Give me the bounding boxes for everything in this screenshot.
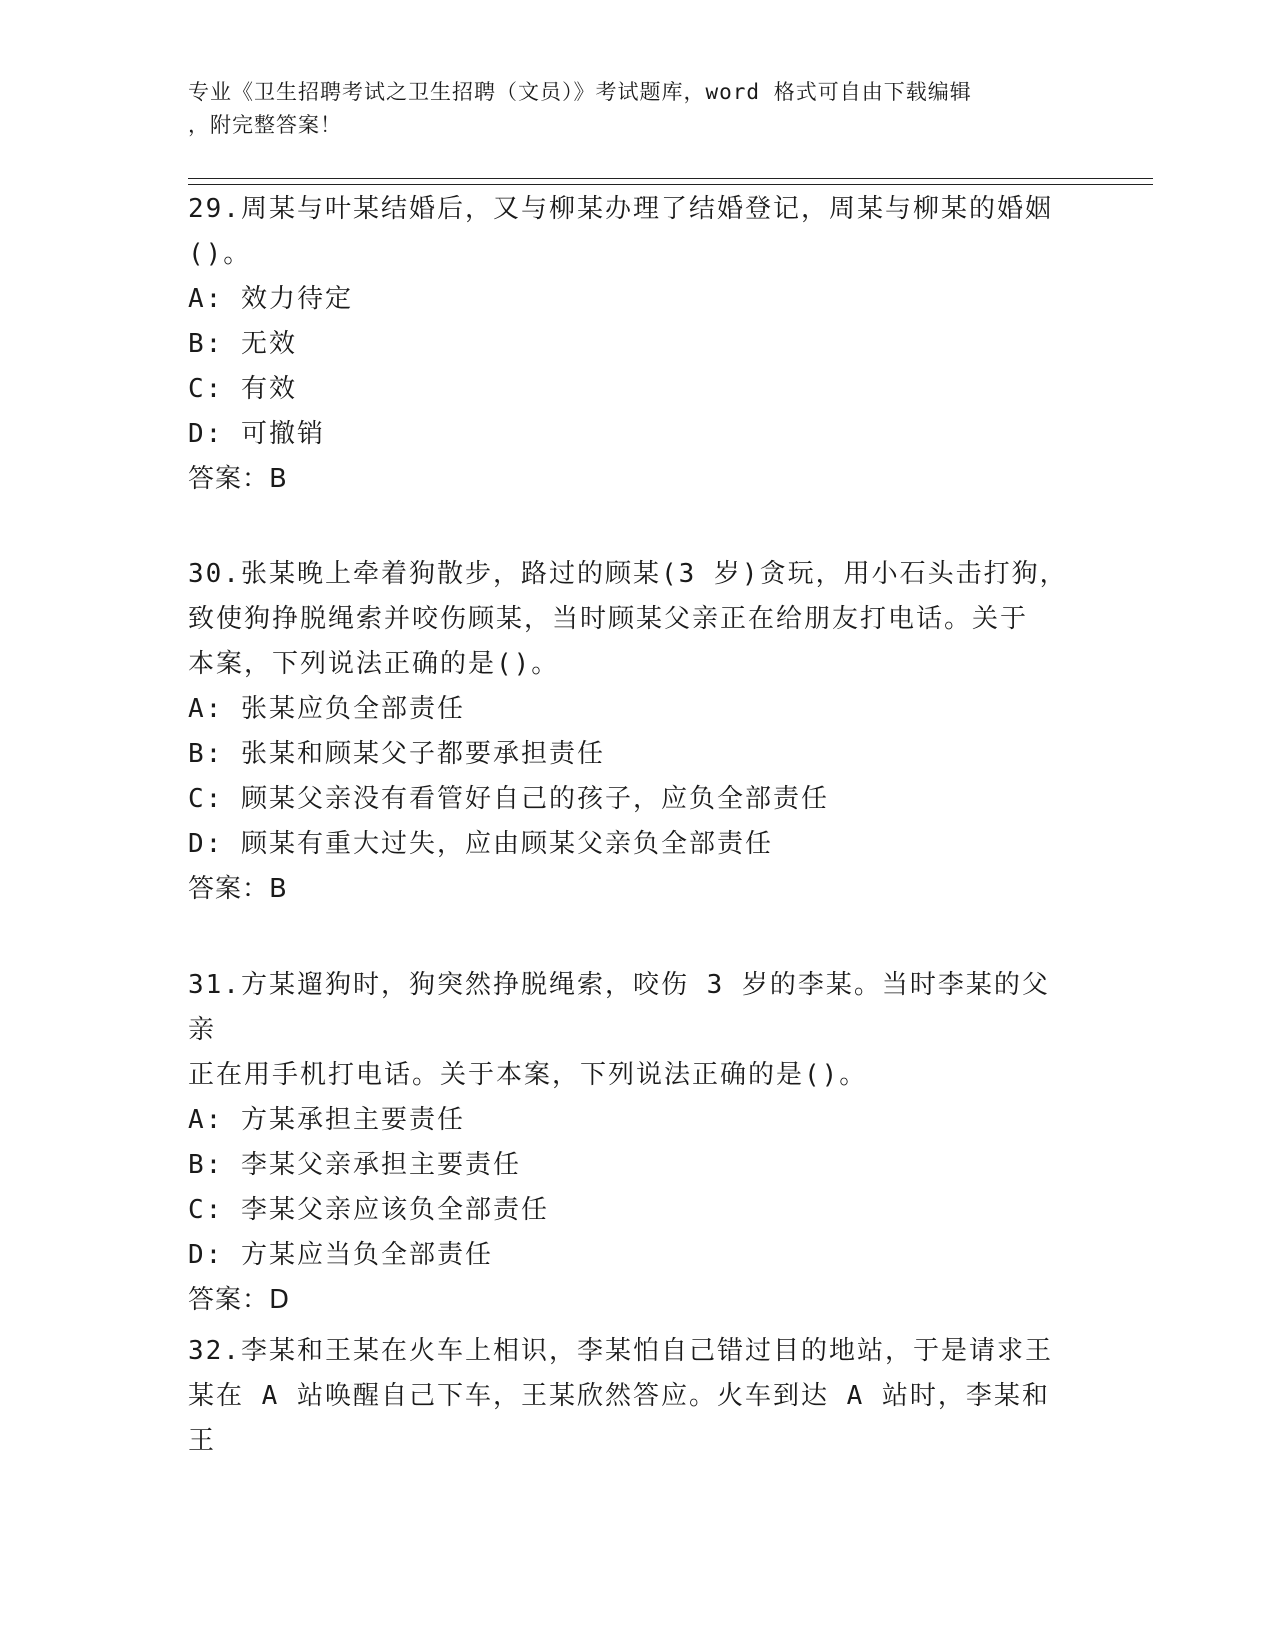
question-stem-line: 本案，下列说法正确的是()。 (188, 649, 560, 679)
question-29 (188, 187, 1068, 502)
option-d: D: 顾某有重大过失，应由顾某父亲负全部责任 (188, 829, 773, 859)
option-c: C: 有效 (188, 374, 297, 404)
answer-text: 答案：B (188, 874, 288, 904)
option-a: A: 张某应负全部责任 (188, 694, 465, 724)
option-a: A: 效力待定 (188, 284, 353, 314)
question-30 (188, 552, 1068, 912)
option-d: D: 方某应当负全部责任 (188, 1240, 493, 1270)
option-c: C: 李某父亲应该负全部责任 (188, 1195, 549, 1225)
question-stem-line: 29.周某与叶某结婚后，又与柳某办理了结婚登记，周某与柳某的婚姻 (188, 194, 1053, 224)
question-32 (188, 1329, 1068, 1464)
header-line-2: ，附完整答案！ (188, 113, 342, 137)
option-a: A: 方某承担主要责任 (188, 1105, 465, 1135)
option-b: B: 张某和顾某父子都要承担责任 (188, 739, 605, 769)
question-stem-line: 31.方某遛狗时，狗突然挣脱绳索，咬伤 3 岁的李某。当时李某的父亲 (188, 970, 1050, 1045)
document-header (188, 76, 1068, 142)
header-divider-top (188, 178, 1153, 179)
option-b: B: 李某父亲承担主要责任 (188, 1150, 521, 1180)
question-stem-line: 32.李某和王某在火车上相识，李某怕自己错过目的地站，于是请求王 (188, 1336, 1053, 1366)
option-b: B: 无效 (188, 329, 297, 359)
answer-text: 答案：B (188, 464, 288, 494)
answer-text: 答案：D (188, 1285, 291, 1315)
question-stem-line: ()。 (188, 239, 252, 269)
header-line-1: 专业《卫生招聘考试之卫生招聘（文员）》考试题库，word 格式可自由下载编辑 (188, 80, 972, 104)
question-31 (188, 963, 1068, 1323)
header-divider-bottom (188, 184, 1153, 185)
question-stem-line: 致使狗挣脱绳索并咬伤顾某，当时顾某父亲正在给朋友打电话。关于 (188, 604, 1029, 634)
option-c: C: 顾某父亲没有看管好自己的孩子，应负全部责任 (188, 784, 829, 814)
question-stem-line: 某在 A 站唤醒自己下车，王某欣然答应。火车到达 A 站时，李某和王 (188, 1381, 1050, 1456)
question-stem-line: 30.张某晚上牵着狗散步，路过的顾某(3 岁)贪玩，用小石头击打狗， (188, 559, 1068, 589)
question-stem-line: 正在用手机打电话。关于本案，下列说法正确的是()。 (188, 1060, 868, 1090)
option-d: D: 可撤销 (188, 419, 325, 449)
